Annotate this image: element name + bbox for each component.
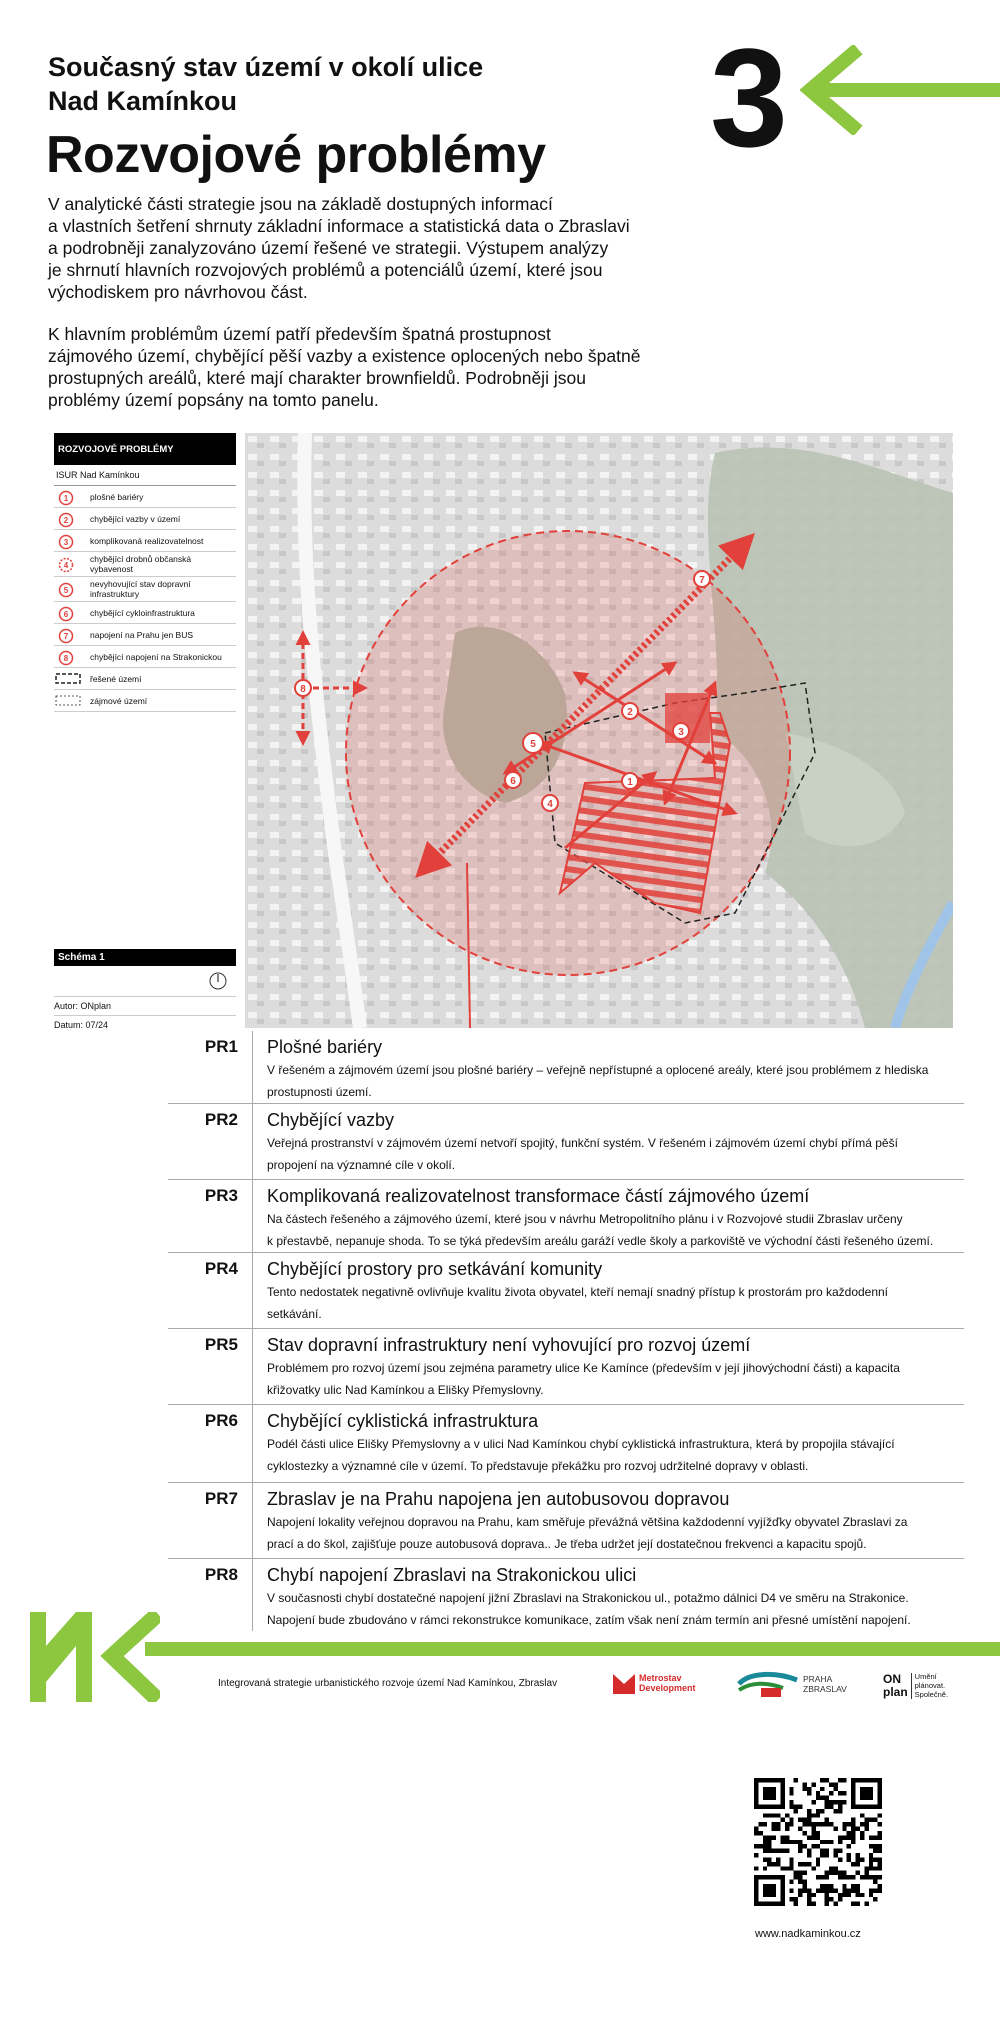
legend-symbol-icon — [54, 512, 86, 528]
legend-label: chybějící cykloinfrastruktura — [90, 607, 195, 618]
footer-strategy-text: Integrovaná strategie urbanistického rozvoje území Nad Kamínkou, Zbraslav — [218, 1678, 558, 1689]
problem-item-pr6 — [168, 1405, 964, 1483]
problem-code: PR3 — [168, 1180, 253, 1252]
marker-7-label: 7 — [699, 575, 705, 586]
problem-text: Napojení bude zbudováno v rámci rekonstrukce komunikace, zatím však není znám termín ani přesné umístění napojení. — [267, 1613, 911, 1627]
legend-label: plošné bariéry — [90, 491, 144, 502]
problems-list — [168, 1031, 964, 1631]
problem-item-pr7 — [168, 1483, 964, 1559]
marker-2-label: 2 — [627, 707, 633, 718]
problem-item-pr8 — [168, 1559, 964, 1631]
legend-label: napojení na Prahu jen BUS — [90, 629, 194, 640]
legend-symbol-icon — [54, 557, 86, 573]
legend-label: chybějící vazby v území — [90, 513, 181, 524]
legend-item — [54, 624, 236, 646]
problem-title: Chybějící vazby — [267, 1110, 395, 1130]
problem-text: Problémem pro rozvoj území jsou zejména parametry ulice Ke Kamínce (především v její jihovýchodní části) a kapacita — [267, 1361, 900, 1375]
qr-code[interactable] — [754, 1778, 882, 1906]
legend-label: řešené území — [90, 673, 142, 684]
legend-area-icon — [54, 694, 86, 708]
nk-logo — [30, 1612, 160, 1702]
problem-text: prostupnosti území. — [267, 1085, 372, 1099]
problem-item-pr3 — [168, 1180, 964, 1253]
problem-text: cyklostezky a významné cíle v území. To představuje překážku pro rozvoj udržitelné dopravy v oblasti. — [267, 1459, 809, 1473]
legend-symbol-icon — [54, 490, 86, 506]
legend-label: chybějící napojení na Strakonickou — [90, 651, 222, 662]
problem-code: PR1 — [168, 1031, 253, 1103]
legend-symbol-number: 6 — [63, 609, 69, 619]
map-legend — [54, 433, 236, 712]
legend-item — [54, 690, 236, 712]
problem-text: Na částech řešeného a zájmového území, které jsou v návrhu Metropolitního plánu i v Rozvojové studii Zbraslav určeny — [267, 1212, 903, 1226]
metrostav-icon — [613, 1672, 635, 1694]
legend-symbol-number: 8 — [63, 653, 69, 663]
legend-item — [54, 508, 236, 530]
legend-label: komplikovaná realizovatelnost — [90, 535, 204, 546]
legend-item — [54, 668, 236, 690]
legend-subtitle: ISUR Nad Kamínkou — [54, 465, 236, 486]
problem-title: Stav dopravní infrastruktury není vyhovující pro rozvoj území — [267, 1335, 751, 1355]
problem-text: Veřejná prostranství v zájmovém území netvoří spojitý, funkční systém. V řešeném i zájmovém území chybí přímá pěší — [267, 1136, 898, 1150]
problem-text: Podél části ulice Elišky Přemyslovny a v ulici Nad Kamínkou chybí cyklistická infrastruktura, která by propojila stávající — [267, 1437, 895, 1451]
legend-symbol-number: 5 — [63, 586, 69, 595]
marker-5-label: 5 — [530, 739, 536, 750]
legend-item — [54, 602, 236, 624]
legend-item — [54, 552, 236, 577]
legend-title: ROZVOJOVÉ PROBLÉMY — [54, 433, 236, 465]
problem-text: propojení na významné cíle v okolí. — [267, 1158, 456, 1172]
problem-text: křižovatky ulic Nad Kamínkou a Elišky Přemyslovny. — [267, 1383, 544, 1397]
legend-label: chybějící drobnů občanská vybavenost — [90, 554, 192, 574]
legend-label: zájmové území — [90, 695, 148, 706]
problem-title: Plošné bariéry — [267, 1037, 383, 1057]
legend-symbol-icon — [54, 606, 86, 622]
north-arrow-icon — [208, 971, 228, 991]
panel-number: 3 — [710, 19, 788, 176]
problems-map — [245, 433, 953, 1028]
legend-item — [54, 646, 236, 668]
problem-title: Zbraslav je na Prahu napojena jen autobusovou dopravou — [267, 1489, 730, 1509]
praha-zbraslav-logo: PRAHA ZBRASLAV — [737, 1670, 847, 1698]
praha-zbraslav-icon — [737, 1670, 799, 1698]
problem-item-pr2 — [168, 1104, 964, 1180]
schema-date: Datum: 07/24 — [54, 1020, 109, 1030]
legend-symbol-number: 3 — [63, 537, 69, 547]
problem-code: PR7 — [168, 1483, 253, 1558]
problem-text: prací a do škol, zajišťuje pouze autobusová doprava.. Je třeba udržet její dostatečnou frekvenci a kapacitu spojů. — [267, 1537, 867, 1551]
schema-author: Autor: ONplan — [54, 997, 236, 1016]
supertitle-line-1: Současný stav území v okolí ulice — [48, 52, 484, 82]
legend-symbol-icon — [54, 534, 86, 550]
problem-text: setkávání. — [267, 1307, 322, 1321]
problem-text: k přestavbě, nepanuje shoda. To se týká především areálu garáží vedle školy a parkoviště ve východní části řešeného území. — [267, 1234, 934, 1248]
problem-item-pr1 — [168, 1031, 964, 1104]
problem-item-pr4 — [168, 1253, 964, 1329]
problem-text: Tento nedostatek negativně ovlivňuje kvalitu života obyvatel, kteří nemají snadný přístup k prostorám pro každodenní — [267, 1285, 889, 1299]
problem-title: Komplikovaná realizovatelnost transformace částí zájmového území — [267, 1186, 810, 1206]
intro-paragraph-2: K hlavním problémům území patří především špatná prostupnost zájmového území, chybějící pěší vazby a existence oplocených nebo špatně prostupných areálů, které mají charakter brownfieldů. Podrobněji jsou problémy území popsány na tomto panelu. — [48, 324, 641, 410]
legend-symbol-icon — [54, 628, 86, 644]
supertitle — [48, 50, 608, 118]
legend-symbol-number: 1 — [63, 493, 69, 503]
legend-item — [54, 486, 236, 508]
legend-area-icon — [54, 672, 86, 686]
problem-code: PR2 — [168, 1104, 253, 1179]
legend-symbol-icon — [54, 650, 86, 666]
legend-label: nevyhovující stav dopravní infrastruktury — [90, 579, 191, 599]
page-title: Rozvojové problémy — [46, 126, 546, 184]
problem-code: PR6 — [168, 1405, 253, 1482]
legend-symbol-icon — [54, 582, 86, 598]
legend-symbol-number: 4 — [63, 561, 69, 570]
marker-3-label: 3 — [678, 727, 684, 738]
problem-title: Chybí napojení Zbraslavi na Strakonickou ulici — [267, 1565, 637, 1585]
marker-8-label: 8 — [300, 684, 306, 695]
legend-symbol-number: 7 — [63, 631, 69, 641]
problem-code: PR4 — [168, 1253, 253, 1328]
arrow-left-icon — [800, 45, 1000, 135]
problem-text: V současnosti chybí dostatečné napojení jižní Zbraslavi na Strakonickou ul., potažmo dálnici D4 ve směru na Strakonice. — [267, 1591, 909, 1605]
problem-title: Chybějící prostory pro setkávání komunity — [267, 1259, 603, 1279]
problem-code: PR8 — [168, 1559, 253, 1631]
footer-green-bar — [145, 1642, 1000, 1656]
marker-1-label: 1 — [627, 777, 633, 788]
marker-6-label: 6 — [510, 776, 516, 787]
intro-paragraph-1: V analytické části strategie jsou na základě dostupných informací a vlastních šetření shrnuty základní informace a statistická data o Zbraslavi a podrobněji zanalyzováno území řešené ve strategii. Výstupem analýzy je shrnutí hlavních rozvojových problémů a potenciálů území, které jsou východiskem pro návrhovou část. — [48, 194, 630, 302]
legend-symbol-number: 2 — [63, 515, 69, 525]
schema-info — [54, 949, 236, 1034]
supertitle-line-2: Nad Kamínkou — [48, 86, 238, 116]
metrostav-logo: Metrostav Development — [613, 1672, 696, 1694]
problem-code: PR5 — [168, 1329, 253, 1404]
problem-title: Chybějící cyklistická infrastruktura — [267, 1411, 539, 1431]
problem-text: V řešeném a zájmovém území jsou plošné bariéry – veřejně nepřístupné a oplocené areály, které jsou problémem z hlediska — [267, 1063, 929, 1077]
problem-item-pr5 — [168, 1329, 964, 1405]
legend-item — [54, 577, 236, 602]
schema-title: Schéma 1 — [54, 949, 236, 966]
marker-4-label: 4 — [547, 799, 553, 810]
onplan-logo: ON plan Umění plánovat. Společně. — [883, 1671, 949, 1699]
website-url[interactable]: www.nadkaminkou.cz — [755, 1928, 861, 1940]
problem-text: Napojení lokality veřejnou dopravou na Prahu, kam směřuje převážná většina každodenní vyjížďky obyvatel Zbraslavi za — [267, 1515, 908, 1529]
legend-item — [54, 530, 236, 552]
